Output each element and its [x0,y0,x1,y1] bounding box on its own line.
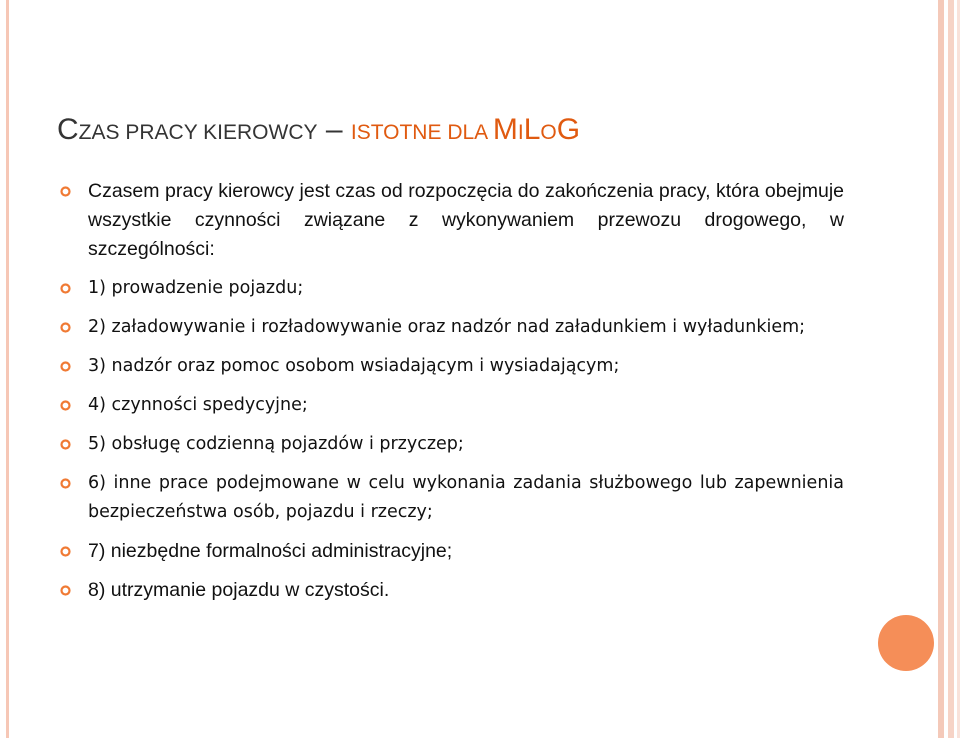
title-cap: M [492,113,518,146]
bullet-text: 6) inne prace podejmowane w celu wykonania zadania służbowego lub zapewnienia bezpieczeństwa osób, pojazdu i rzeczy; [88,473,844,522]
title-smallcaps: ZAS PRACY KIEROWCY [78,121,318,144]
title-smallcaps: O [540,121,557,144]
ring-bullet-icon [60,361,71,372]
ring-bullet-icon [60,546,71,557]
title-smallcaps: I [517,121,524,144]
bullet-item [60,391,844,420]
title-part1 [57,113,318,146]
title-cap: G [556,113,581,146]
bullet-text: 4) czynności spedycyjne; [88,395,308,415]
bullet-item [60,430,844,459]
title-cap: L [523,113,541,146]
bullet-text: 7) niezbędne formalności administracyjne; [88,540,453,562]
title-cap: C [57,113,79,146]
bullet-item [60,177,844,264]
ring-bullet-icon [60,283,71,294]
bullet-item [60,537,844,566]
ring-bullet-icon [60,585,71,596]
bullet-text: Czasem pracy kierowcy jest czas od rozpoczęcia do zakończenia pracy, która obejmuje wszystkie czynności związane z wykonywaniem przewozu drogowego, w szczególności: [88,180,844,260]
bullet-text: 3) nadzór oraz pomoc osobom wsiadającym i wysiadającym; [88,356,620,376]
title-part2 [351,113,580,146]
bullet-text: 5) obsługę codzienną pojazdów i przyczep; [88,434,464,454]
right-decor-stripe [948,0,954,738]
ring-bullet-icon [60,439,71,450]
bullet-list [60,177,844,605]
ring-bullet-icon [60,186,71,197]
bullet-text: 1) prowadzenie pojazdu; [88,278,304,298]
title-smallcaps: ISTOTNE DLA [350,121,493,144]
title-dash: – [317,113,351,146]
left-decor-stripe [6,0,9,738]
bullet-item [60,352,844,381]
slide-title [57,113,580,150]
decorative-circle [878,615,934,671]
bullet-item [60,469,844,527]
bullet-item [60,576,844,605]
bullet-text: 2) załadowywanie i rozładowywanie oraz nadzór nad załadunkiem i wyładunkiem; [88,317,806,337]
ring-bullet-icon [60,478,71,489]
ring-bullet-icon [60,322,71,333]
bullet-item [60,274,844,303]
bullet-text: 8) utrzymanie pojazdu w czystości. [88,579,390,601]
bullet-item [60,313,844,342]
ring-bullet-icon [60,400,71,411]
right-decor-stripe [938,0,944,738]
